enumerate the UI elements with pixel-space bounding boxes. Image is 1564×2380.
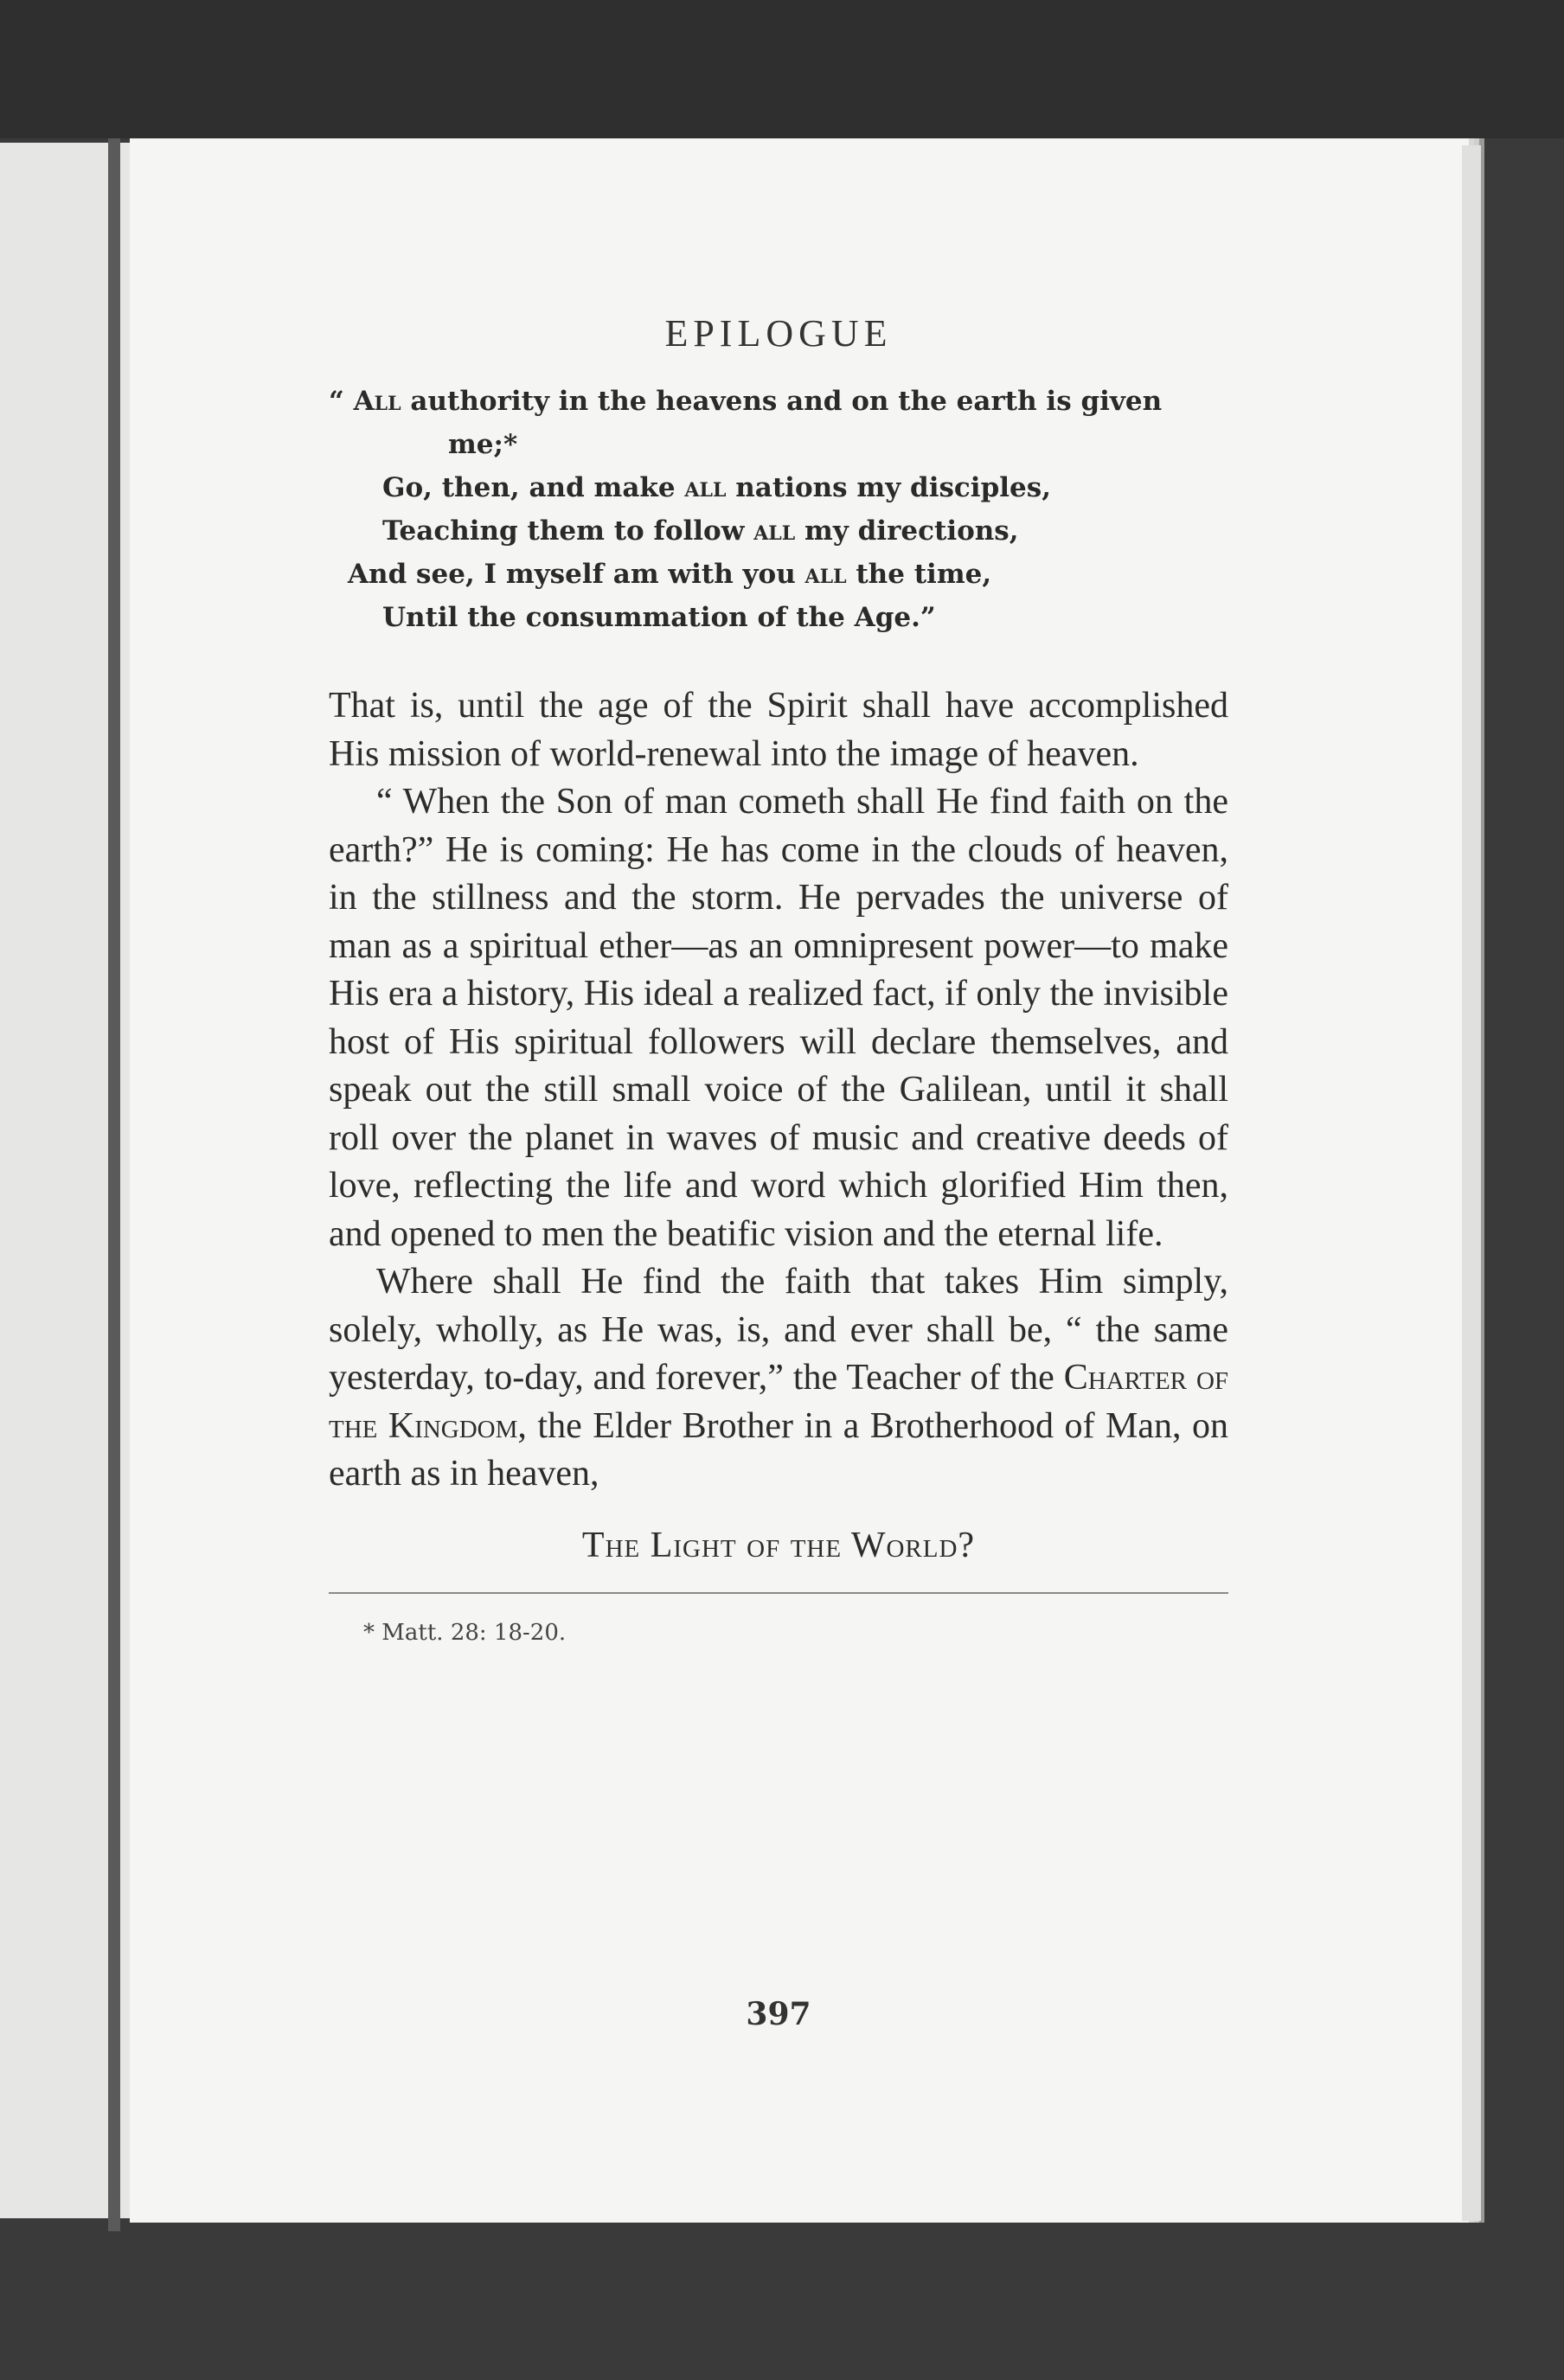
quote-emphasis: all (804, 559, 847, 590)
quote-emphasis: all (753, 515, 796, 547)
footnote-divider (329, 1592, 1228, 1594)
paragraph-3 (329, 1258, 1228, 1499)
quote-emphasis: all (684, 472, 727, 503)
quote-line-4 (329, 509, 1228, 553)
quote-text: Until the consummation of the Age.” (382, 602, 936, 633)
quote-text: me;* (448, 429, 518, 460)
quote-line-3 (329, 466, 1228, 509)
paragraph-1: That is, until the age of the Spirit shall have accomplished His mission of world-renewal into the image of heaven. (329, 686, 1228, 774)
quote-text: Teaching them to follow (382, 515, 754, 547)
quote-text: my directions, (795, 515, 1019, 547)
quote-emphasis: All (353, 386, 401, 417)
paragraph-text: , the Elder Brother in a Brotherhood of Man, on earth as in heaven, (329, 1405, 1229, 1494)
quote-text: “ (329, 386, 354, 417)
scan-background-top (0, 0, 1564, 138)
quote-text: the time, (846, 559, 992, 590)
footnote: * Matt. 28: 18-20. (363, 1619, 567, 1646)
closing-line: The Light of the World? (581, 1525, 976, 1565)
quote-text: Go, then, and make (382, 472, 685, 503)
page-content (329, 311, 1228, 1646)
quote-line-2 (329, 423, 1228, 466)
page-number: 397 (746, 1996, 811, 2032)
paragraph-text: Where shall He find the faith that takes Him simply, solely, wholly, as He was, is, and ever shall be, “ the same yesterday, to-day, and forever,” the Teacher of the (329, 1262, 1228, 1398)
paragraph-emphasis: Charter of the Kingdom (329, 1358, 1229, 1446)
quote-text: authority in the heavens and on the earth is given (401, 386, 1163, 417)
page-stack-edge (1462, 145, 1481, 2221)
scripture-quote (329, 380, 1228, 639)
chapter-title: EPILOGUE (664, 312, 893, 355)
paragraph-2: “ When the Son of man cometh shall He find faith on the earth?” He is coming: He has come in the clouds of heaven, in the stillness and the storm. He pervades the universe of man as a spiritual ether—as an omnipresent power—to make His era a history, His ideal a realized fact, if only the invisible host of His spiritual followers will declare themselves, and speak out the still small voice of the Galilean, until it shall roll over the planet in waves of music and creative deeds of love, reflecting the life and word which glorified Him then, and opened to men the beatific vision and the eternal life. (329, 782, 1228, 1254)
book-gutter (108, 138, 120, 2231)
quote-line-5 (329, 553, 1228, 596)
quote-text: And see, I myself am with you (348, 559, 805, 590)
quote-line-1 (329, 380, 1228, 423)
quote-text: nations my disciples, (726, 472, 1051, 503)
quote-line-6 (329, 596, 1228, 639)
